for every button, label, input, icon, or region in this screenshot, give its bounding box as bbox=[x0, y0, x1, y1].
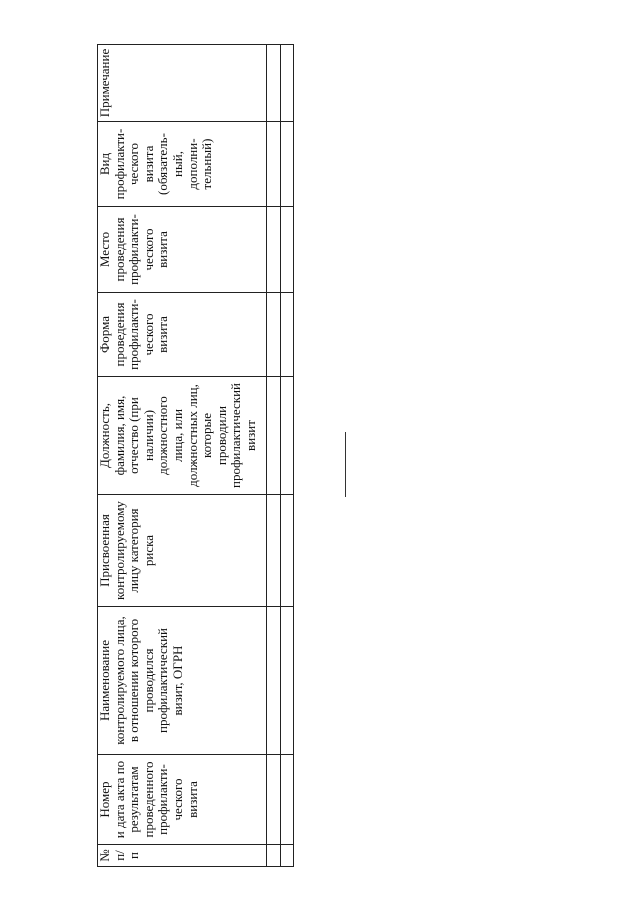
table-cell[interactable] bbox=[281, 293, 294, 377]
header-official-label: Должность, фамилия, имя, отчество (при наличии) должностного лица, или должностных лиц, которые проводили профилактический визит bbox=[97, 383, 258, 489]
table-cell[interactable] bbox=[267, 755, 281, 845]
header-type-label: Вид профилакти- ческого визита (обязатель- ный, дополни- тельный) bbox=[97, 128, 215, 200]
table-cell[interactable] bbox=[267, 207, 281, 293]
header-place-label: Место проведения профилакти- ческого визита bbox=[97, 214, 171, 285]
table-cell[interactable] bbox=[267, 377, 281, 495]
table-cell[interactable] bbox=[281, 377, 294, 495]
table-cell[interactable] bbox=[267, 293, 281, 377]
table-cell[interactable] bbox=[281, 122, 294, 207]
header-cell-act bbox=[98, 755, 267, 845]
table-cell[interactable] bbox=[267, 45, 281, 122]
table-cell[interactable] bbox=[281, 45, 294, 122]
header-cell-entity bbox=[98, 607, 267, 755]
table-cell[interactable] bbox=[267, 495, 281, 607]
table-row bbox=[267, 45, 281, 867]
table-cell[interactable] bbox=[267, 845, 281, 867]
table-cell[interactable] bbox=[281, 607, 294, 755]
header-cell-type bbox=[98, 122, 267, 207]
header-risk-label: Присвоенная контролируемому лицу категория риска bbox=[97, 501, 156, 600]
header-cell-official bbox=[98, 377, 267, 495]
header-form-label: Форма проведения профилакти- ческого визита bbox=[97, 299, 171, 370]
table-cell[interactable] bbox=[267, 607, 281, 755]
header-act-label: Номер и дата акта по результатам проведенного профилакти- ческого визита bbox=[97, 760, 200, 839]
header-entity-label: Наименование контролируемого лица, в отношении которого проводился профилактический визит, ОГРН bbox=[97, 616, 185, 745]
table-cell[interactable] bbox=[281, 755, 294, 845]
table-row bbox=[281, 45, 294, 867]
header-cell-form bbox=[98, 293, 267, 377]
table-cell[interactable] bbox=[267, 122, 281, 207]
header-cell-risk bbox=[98, 495, 267, 607]
table-cell[interactable] bbox=[281, 495, 294, 607]
header-cell-number bbox=[98, 845, 267, 867]
header-cell-place bbox=[98, 207, 267, 293]
preventive-visits-registry-table bbox=[97, 44, 294, 867]
end-of-document-line bbox=[345, 432, 346, 497]
header-note-label: Примечание bbox=[97, 48, 112, 118]
registry-table-rotated bbox=[97, 45, 294, 867]
table-cell[interactable] bbox=[281, 845, 294, 867]
header-number-label: № п/п bbox=[97, 849, 142, 862]
header-row bbox=[98, 45, 267, 867]
header-cell-note bbox=[98, 45, 267, 122]
table-cell[interactable] bbox=[281, 207, 294, 293]
